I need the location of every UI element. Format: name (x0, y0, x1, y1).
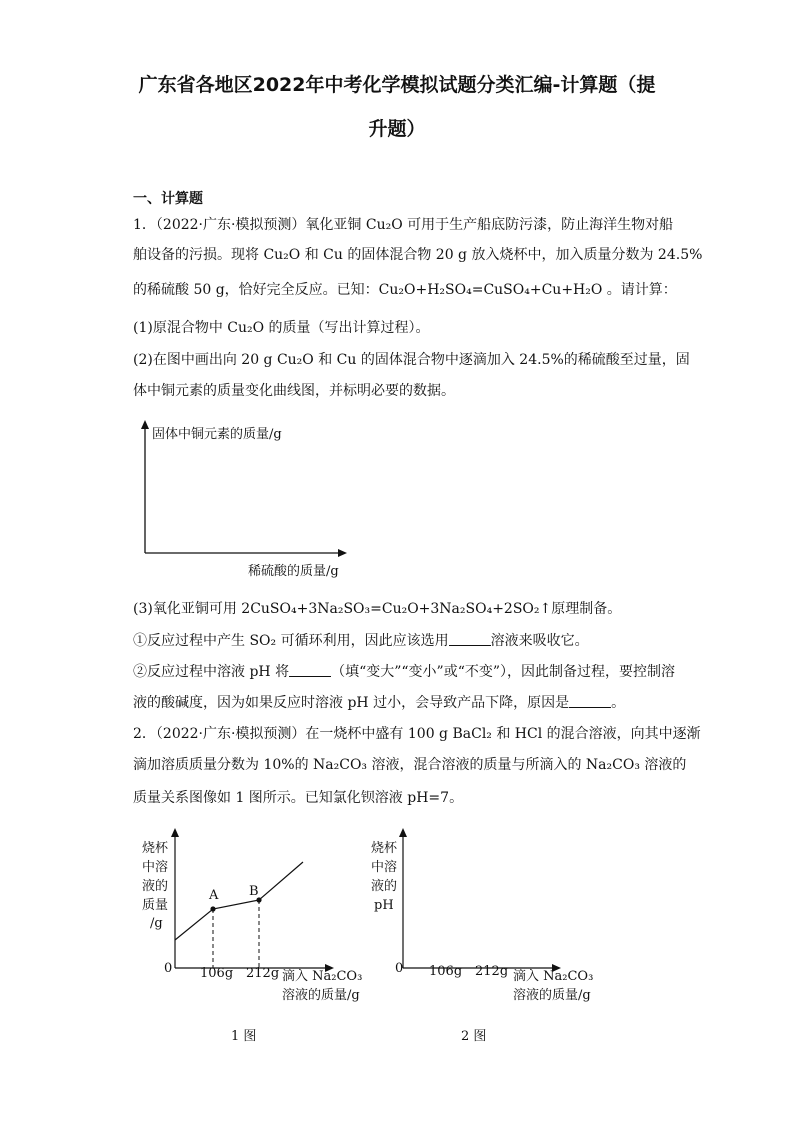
fig1-ylabel-1: 烧杯 (142, 841, 169, 856)
figure-2 (365, 820, 615, 1050)
q1-line-2: 舶设备的污损。现将 Cu₂O 和 Cu 的固体混合物 20 g 放入烧杯中，加入质量分数为 24.5% (133, 247, 703, 263)
answer-blank-3[interactable] (569, 695, 611, 708)
fig1-caption: 1 图 (231, 1029, 257, 1044)
fig1-tick-212: 212g (246, 966, 280, 981)
q2-line-1: 2．（2022·广东·模拟预测）在一烧杯中盛有 100 g BaCl₂ 和 HCl 的混合溶液，向其中逐渐 (133, 726, 701, 742)
q1-line-3: 的稀硫酸 50 g，恰好完全反应。已知：Cu₂O+H₂SO₄=CuSO₄+Cu+H₂O 。请计算： (133, 282, 677, 298)
fig2-ylabel-4: pH (374, 898, 394, 913)
answer-blank-2[interactable] (289, 664, 331, 677)
q1-part-3-item-2-text-c: 液的酸碱度，因为如果反应时溶液 pH 过小，会导致产品下降，原因是 (133, 695, 570, 711)
fig1-point-a-marker (210, 906, 215, 911)
q1-part-3-item-1-text-a: ①反应过程中产生 SO₂ 可循环利用，因此应该选用 (133, 633, 449, 649)
q1-part-3-item-2-text-a: ②反应过程中溶液 pH 将 (133, 664, 290, 680)
q1-part-2-line-2: 体中铜元素的质量变化曲线图，并标明必要的数据。 (133, 383, 455, 399)
fig1-ylabel-2: 中溶 (142, 860, 169, 875)
fig1-point-a-label: A (209, 888, 219, 903)
q1-part-3: (3)氧化亚铜可用 2CuSO₄+3Na₂SO₃=Cu₂O+3Na₂SO₄+2SO₂↑原理制备。 (133, 601, 622, 617)
fig2-caption: 2 图 (461, 1029, 487, 1044)
page-title-line-1: 广东省各地区2022年中考化学模拟试题分类汇编-计算题（提 (138, 74, 656, 96)
fig1-xlabel-1: 滴入 Na₂CO₃ (282, 969, 363, 984)
fig1-xlabel-2: 溶液的质量/g (282, 988, 360, 1003)
page-title-line-2: 升题） (368, 118, 426, 140)
figure-1 (130, 820, 380, 1050)
y-axis-arrow-icon (141, 420, 149, 429)
fig2-tick-212: 212g (475, 964, 509, 979)
x-axis-label: 稀硫酸的质量/g (248, 564, 339, 579)
q1-part-3-item-2-text-d: 。 (611, 695, 626, 711)
q1-part-3-item-1 (133, 630, 589, 650)
q1-part-1: (1)原混合物中 Cu₂O 的质量（写出计算过程）。 (133, 320, 430, 336)
fig2-y-axis-arrow-icon (399, 828, 407, 837)
q1-line-1: 1．（2022·广东·模拟预测）氧化亚铜 Cu₂O 可用于生产船底防污漆，防止海洋生物对船 (133, 217, 674, 233)
q1-part-3-item-1-text-b: 溶液来吸收它。 (490, 633, 589, 649)
fig1-ylabel-5: /g (150, 916, 163, 931)
fig2-ylabel-1: 烧杯 (371, 841, 398, 856)
q2-line-2: 滴加溶质质量分数为 10%的 Na₂CO₃ 溶液，混合溶液的质量与所滴入的 Na₂CO₃ 溶液的 (133, 757, 687, 773)
q1-part-3-item-2 (133, 661, 675, 681)
fig2-tick-106: 106g (429, 964, 463, 979)
fig2-ylabel-3: 液的 (371, 879, 398, 894)
fig1-ylabel-3: 液的 (142, 879, 169, 894)
fig2-xlabel-1: 滴入 Na₂CO₃ (513, 969, 594, 984)
fig1-point-b-label: B (249, 884, 259, 899)
fig2-origin: 0 (395, 961, 404, 976)
x-axis-arrow-icon (338, 549, 347, 557)
answer-blank-1[interactable] (449, 633, 491, 646)
fig1-curve (175, 862, 303, 940)
q1-part-3-item-2-text-b: （填“变大”“变小”或“不变”），因此制备过程，要控制溶 (331, 664, 676, 680)
section-heading: 一、计算题 (133, 191, 203, 207)
fig1-origin: 0 (164, 961, 173, 976)
fig2-xlabel-2: 溶液的质量/g (513, 988, 591, 1003)
q1-part-3-item-2-cont (133, 692, 625, 712)
fig1-y-axis-arrow-icon (171, 828, 179, 837)
q1-part-2-line-1: (2)在图中画出向 20 g Cu₂O 和 Cu 的固体混合物中逐滴加入 24.5%的稀硫酸至过量，固 (133, 352, 690, 368)
fig1-tick-106: 106g (200, 966, 234, 981)
q2-line-3: 质量关系图像如 1 图所示。已知氯化钡溶液 pH=7。 (133, 790, 464, 806)
q1-answer-axes (130, 418, 360, 583)
y-axis-label: 固体中铜元素的质量/g (152, 427, 282, 442)
fig2-ylabel-2: 中溶 (371, 860, 398, 875)
fig1-ylabel-4: 质量 (142, 898, 169, 913)
